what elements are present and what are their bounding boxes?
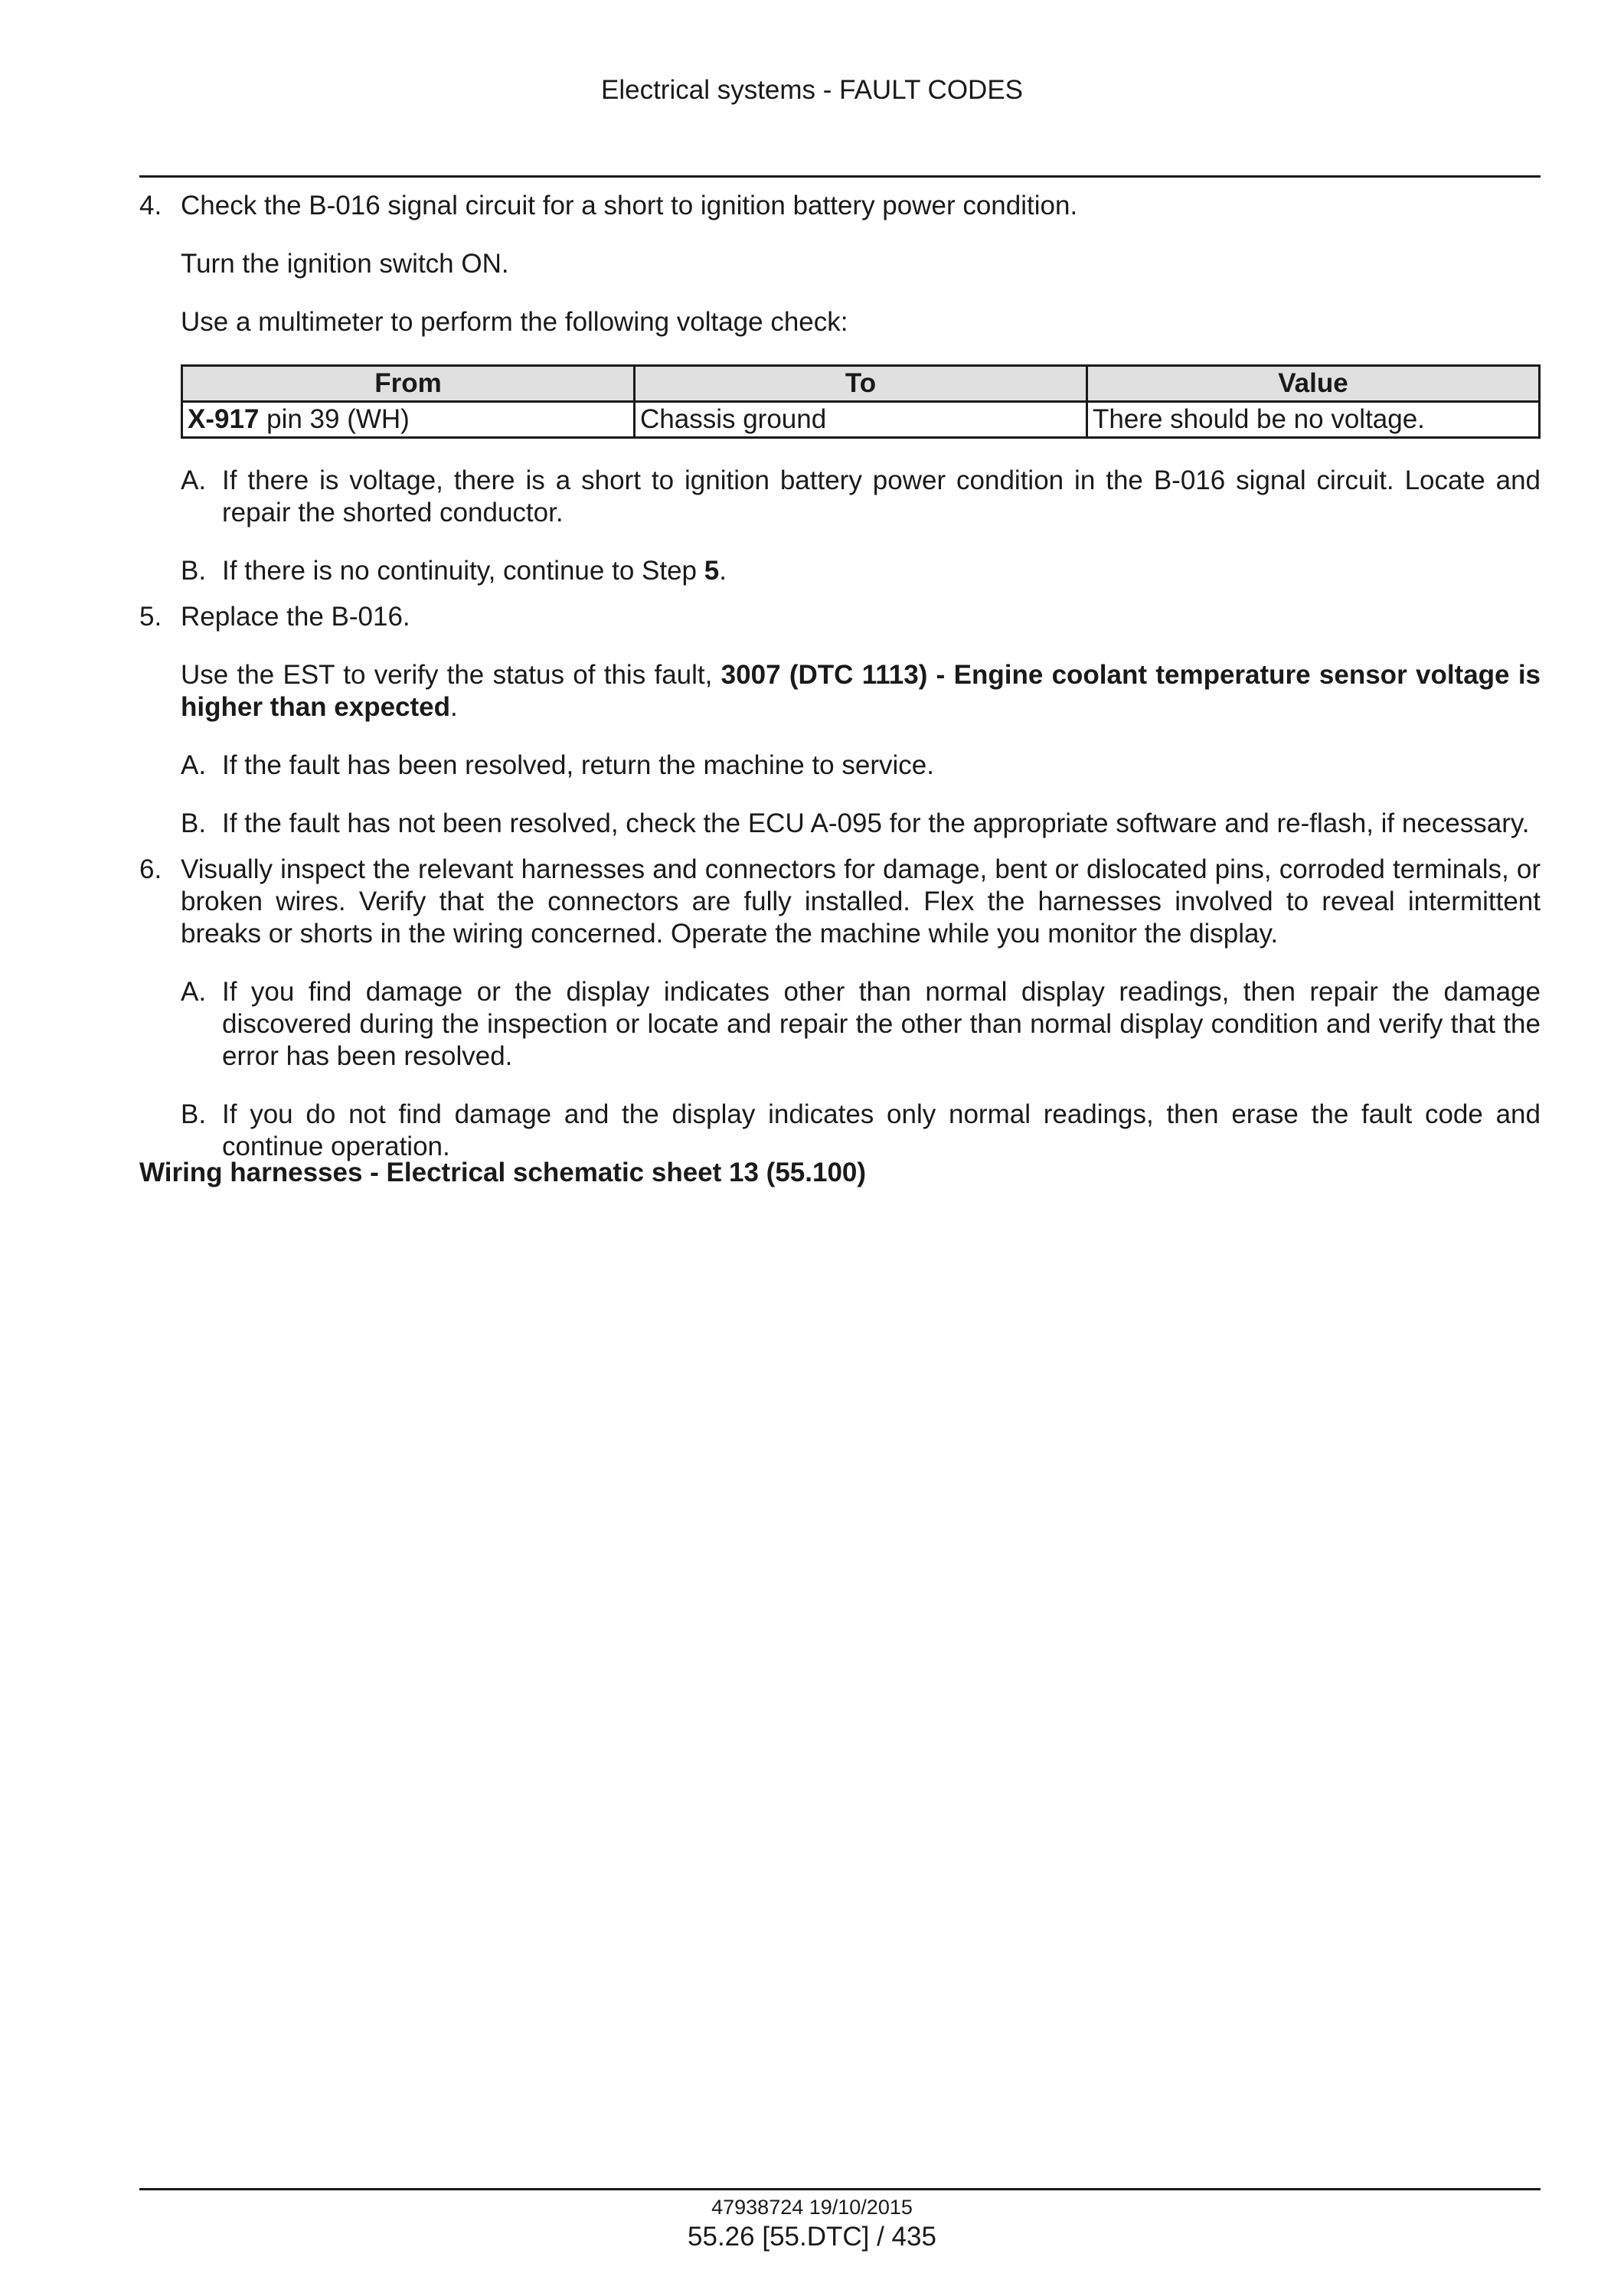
- step-4-option-a: [181, 465, 1541, 529]
- cell-to: Chassis ground: [635, 402, 1087, 438]
- pin-label: pin 39 (WH): [259, 404, 410, 434]
- table-row: [182, 402, 1540, 438]
- verify-text-end: .: [450, 692, 458, 722]
- step-5-option-a: [181, 750, 1541, 782]
- option-text: If there is no continuity, continue to Step: [222, 556, 704, 586]
- page-number: 55.26 [55.DTC] / 435: [688, 2222, 936, 2252]
- option-letter: A.: [181, 977, 207, 1007]
- step-4-option-b: [181, 555, 1541, 587]
- step-number: 6.: [139, 854, 162, 884]
- step-4-multimeter-note: Use a multimeter to perform the following voltage check:: [181, 307, 848, 337]
- option-text: If the fault has not been resolved, check the ECU A-095 for the appropriate software and re-flash, if necessary.: [222, 808, 1530, 838]
- step-5-instruction: Replace the B-016.: [181, 602, 410, 632]
- option-text: If there is voltage, there is a short to ignition battery power condition in the B-016 signal circuit. Locate and repair the shorted conductor.: [222, 465, 1541, 527]
- step-number: 4.: [139, 191, 162, 220]
- step-6: [139, 854, 1541, 1163]
- option-text: If you do not find damage and the display indicates only normal readings, then erase the fault code and continue operation.: [222, 1099, 1541, 1161]
- step-4-ignition-note: Turn the ignition switch ON.: [181, 249, 509, 279]
- step-reference: 5: [704, 556, 720, 586]
- schematic-reference-link[interactable]: Wiring harnesses - Electrical schematic sheet 13 (55.100): [139, 1158, 867, 1187]
- step-6-instruction: Visually inspect the relevant harnesses and connectors for damage, bent or dislocated pins, corroded terminals, or broken wires. Verify that the connectors are fully installed. Flex the harnesses involved to reveal intermittent breaks or shorts in the wiring concerned. Operate the machine while you monitor the display.: [181, 854, 1541, 949]
- option-letter: A.: [181, 465, 207, 495]
- step-number: 5.: [139, 602, 162, 632]
- header-divider: [139, 175, 1541, 178]
- column-header-value: Value: [1087, 366, 1540, 402]
- table-header-row: [182, 366, 1540, 402]
- step-6-option-b: [181, 1099, 1541, 1163]
- voltage-check-table: [181, 364, 1541, 439]
- option-text: If the fault has been resolved, return the machine to service.: [222, 750, 934, 780]
- cell-from: [182, 402, 635, 438]
- column-header-to: To: [635, 366, 1087, 402]
- document-body: [139, 190, 1541, 1177]
- step-4-instruction: Check the B-016 signal circuit for a short to ignition battery power condition.: [181, 191, 1078, 220]
- step-5-option-b: [181, 808, 1541, 840]
- option-text-end: .: [719, 556, 727, 586]
- step-6-option-a: [181, 976, 1541, 1073]
- option-letter: A.: [181, 750, 207, 780]
- option-letter: B.: [181, 808, 207, 838]
- option-letter: B.: [181, 1099, 207, 1129]
- step-5-verify-note: [181, 659, 1541, 723]
- fault-reference: 3007 (DTC 1113) - Engine coolant temperature sensor voltage is higher than expected: [181, 660, 1541, 722]
- option-letter: B.: [181, 556, 207, 586]
- step-4: [139, 190, 1541, 587]
- option-text: If you find damage or the display indicates other than normal display readings, then repair the damage discovered during the inspection or locate and repair the other than normal display condition and verify that the error has been resolved.: [222, 977, 1541, 1071]
- cell-value: There should be no voltage.: [1087, 402, 1540, 438]
- document-code: 47938724 19/10/2015: [711, 2196, 913, 2219]
- page-header: Electrical systems - FAULT CODES: [600, 75, 1024, 105]
- connector-id: X-917: [188, 404, 260, 434]
- column-header-from: From: [182, 366, 635, 402]
- verify-text: Use the EST to verify the status of this fault,: [181, 660, 721, 690]
- step-5: [139, 601, 1541, 840]
- footer-divider: [139, 2188, 1541, 2190]
